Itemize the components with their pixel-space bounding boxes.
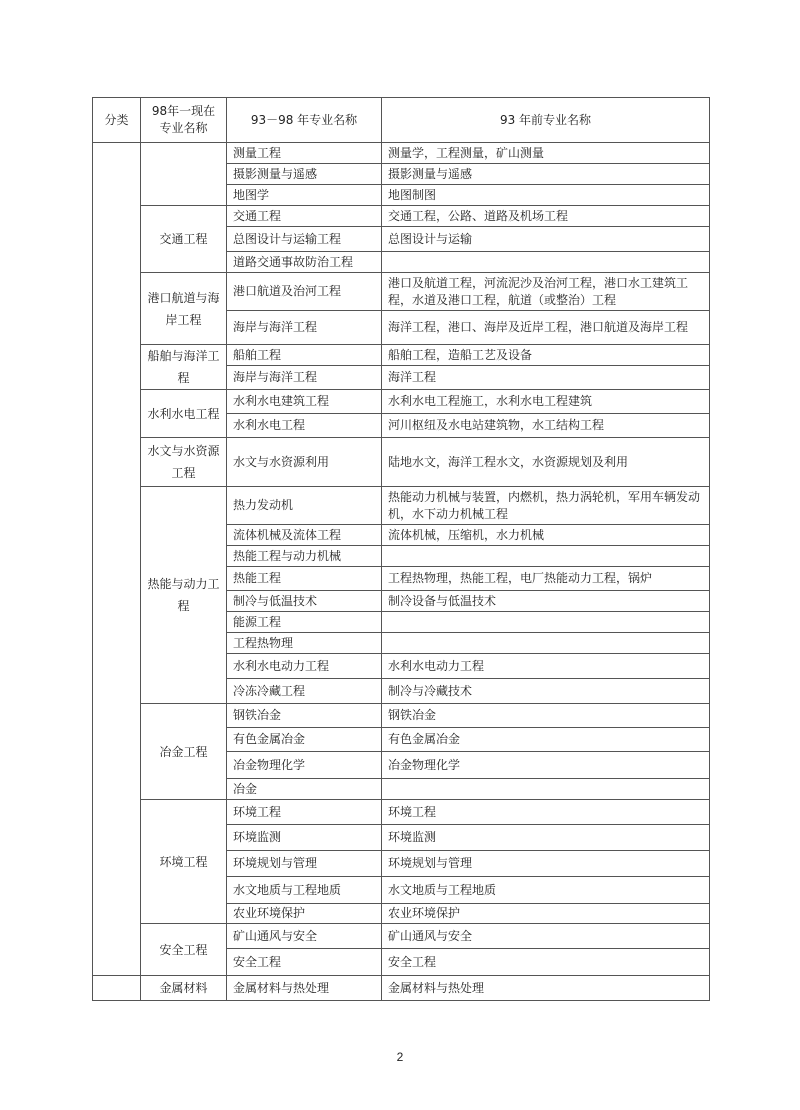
major-93-98-cell: 港口航道及治河工程: [227, 273, 382, 311]
major-93-98-cell: 农业环境保护: [227, 904, 382, 924]
major-pre-93-cell: 摄影测量与遥感: [382, 164, 710, 185]
major-pre-93-cell: [382, 252, 710, 273]
major-93-98-cell: 制冷与低温技术: [227, 591, 382, 612]
major-pre-93-cell: 港口及航道工程，河流泥沙及治河工程，港口水工建筑工程，水道及港口工程，航道（或整治）工程: [382, 273, 710, 311]
major-pre-93-cell: 制冷与冷藏技术: [382, 679, 710, 704]
group-name-cell: 水文与水资源工程: [141, 438, 227, 487]
major-pre-93-cell: 水利水电动力工程: [382, 654, 710, 679]
table-row: [93, 438, 710, 487]
table-row: [93, 345, 710, 366]
major-pre-93-cell: 钢铁冶金: [382, 704, 710, 728]
major-93-98-cell: 环境规划与管理: [227, 851, 382, 877]
major-pre-93-cell: 环境规划与管理: [382, 851, 710, 877]
major-pre-93-cell: 环境监测: [382, 825, 710, 851]
major-93-98-cell: 船舶工程: [227, 345, 382, 366]
group-name-cell: 冶金工程: [141, 704, 227, 800]
header-pre-93-name: 93 年前专业名称: [382, 98, 710, 143]
major-pre-93-cell: 河川枢纽及水电站建筑物，水工结构工程: [382, 414, 710, 438]
major-pre-93-cell: [382, 612, 710, 633]
major-93-98-cell: 热能工程与动力机械: [227, 546, 382, 567]
major-pre-93-cell: 农业环境保护: [382, 904, 710, 924]
group-name-cell: 交通工程: [141, 206, 227, 273]
major-name-table: [92, 97, 710, 1001]
header-current-name: 98年一现在专业名称: [141, 98, 227, 143]
group-name-cell: 环境工程: [141, 800, 227, 924]
major-pre-93-cell: 冶金物理化学: [382, 752, 710, 779]
major-pre-93-cell: 有色金属冶金: [382, 728, 710, 752]
major-93-98-cell: 冶金: [227, 779, 382, 800]
major-93-98-cell: 水利水电工程: [227, 414, 382, 438]
major-93-98-cell: 总图设计与运输工程: [227, 227, 382, 252]
major-93-98-cell: 能源工程: [227, 612, 382, 633]
header-category: 分类: [93, 98, 141, 143]
header-93-98-name: 93－98 年专业名称: [227, 98, 382, 143]
major-pre-93-cell-last: 金属材料与热处理: [382, 976, 710, 1001]
major-pre-93-cell: 船舶工程，造船工艺及设备: [382, 345, 710, 366]
major-93-98-cell: 环境监测: [227, 825, 382, 851]
major-93-98-cell-last: 金属材料与热处理: [227, 976, 382, 1001]
major-93-98-cell: 冶金物理化学: [227, 752, 382, 779]
major-93-98-cell: 环境工程: [227, 800, 382, 825]
group-name-cell: [141, 143, 227, 206]
table-row: [93, 143, 710, 164]
page-number: 2: [396, 1050, 404, 1064]
major-pre-93-cell: 海洋工程: [382, 366, 710, 390]
major-93-98-cell: 钢铁冶金: [227, 704, 382, 728]
group-name-cell-last: 金属材料: [141, 976, 227, 1001]
major-93-98-cell: 水利水电建筑工程: [227, 390, 382, 414]
major-93-98-cell: 热能工程: [227, 567, 382, 591]
major-93-98-cell: 摄影测量与遥感: [227, 164, 382, 185]
table-row: [93, 390, 710, 414]
major-93-98-cell: 水文与水资源利用: [227, 438, 382, 487]
major-pre-93-cell: [382, 633, 710, 654]
major-pre-93-cell: [382, 546, 710, 567]
group-name-cell: 船舶与海洋工程: [141, 345, 227, 390]
major-pre-93-cell: 热能动力机械与装置，内燃机，热力涡轮机，军用车辆发动机，水下动力机械工程: [382, 487, 710, 525]
table-row: [93, 704, 710, 728]
major-pre-93-cell: 安全工程: [382, 949, 710, 976]
major-93-98-cell: 地图学: [227, 185, 382, 206]
major-pre-93-cell: [382, 779, 710, 800]
major-pre-93-cell: 水利水电工程施工，水利水电工程建筑: [382, 390, 710, 414]
major-pre-93-cell: 海洋工程，港口、海岸及近岸工程，港口航道及海岸工程: [382, 311, 710, 345]
group-name-cell: 安全工程: [141, 924, 227, 976]
major-pre-93-cell: 制冷设备与低温技术: [382, 591, 710, 612]
major-pre-93-cell: 地图制图: [382, 185, 710, 206]
table-row: [93, 924, 710, 949]
major-pre-93-cell: 陆地水文，海洋工程水文，水资源规划及利用: [382, 438, 710, 487]
major-pre-93-cell: 交通工程，公路、道路及机场工程: [382, 206, 710, 227]
major-93-98-cell: 矿山通风与安全: [227, 924, 382, 949]
major-93-98-cell: 交通工程: [227, 206, 382, 227]
major-pre-93-cell: 工程热物理，热能工程，电厂热能动力工程，锅炉: [382, 567, 710, 591]
header-row: [93, 98, 710, 143]
major-93-98-cell: 冷冻冷藏工程: [227, 679, 382, 704]
major-93-98-cell: 测量工程: [227, 143, 382, 164]
table-row: [93, 800, 710, 825]
major-93-98-cell: 水利水电动力工程: [227, 654, 382, 679]
major-93-98-cell: 流体机械及流体工程: [227, 525, 382, 546]
major-93-98-cell: 海岸与海洋工程: [227, 311, 382, 345]
major-93-98-cell: 安全工程: [227, 949, 382, 976]
major-93-98-cell: 道路交通事故防治工程: [227, 252, 382, 273]
major-93-98-cell: 水文地质与工程地质: [227, 877, 382, 904]
group-name-cell: 水利水电工程: [141, 390, 227, 438]
major-93-98-cell: 海岸与海洋工程: [227, 366, 382, 390]
major-pre-93-cell: 环境工程: [382, 800, 710, 825]
category-cell-last: [93, 976, 141, 1001]
major-pre-93-cell: 水文地质与工程地质: [382, 877, 710, 904]
group-name-cell: 热能与动力工程: [141, 487, 227, 704]
table-row: [93, 206, 710, 227]
major-pre-93-cell: 矿山通风与安全: [382, 924, 710, 949]
major-93-98-cell: 工程热物理: [227, 633, 382, 654]
major-pre-93-cell: 流体机械，压缩机，水力机械: [382, 525, 710, 546]
group-name-cell: 港口航道与海岸工程: [141, 273, 227, 345]
table-row: [93, 487, 710, 525]
table-body: [93, 98, 710, 1001]
major-pre-93-cell: 测量学，工程测量，矿山测量: [382, 143, 710, 164]
table-row-last: [93, 976, 710, 1001]
category-cell: [93, 143, 141, 976]
major-93-98-cell: 有色金属冶金: [227, 728, 382, 752]
major-pre-93-cell: 总图设计与运输: [382, 227, 710, 252]
major-93-98-cell: 热力发动机: [227, 487, 382, 525]
table-row: [93, 273, 710, 311]
